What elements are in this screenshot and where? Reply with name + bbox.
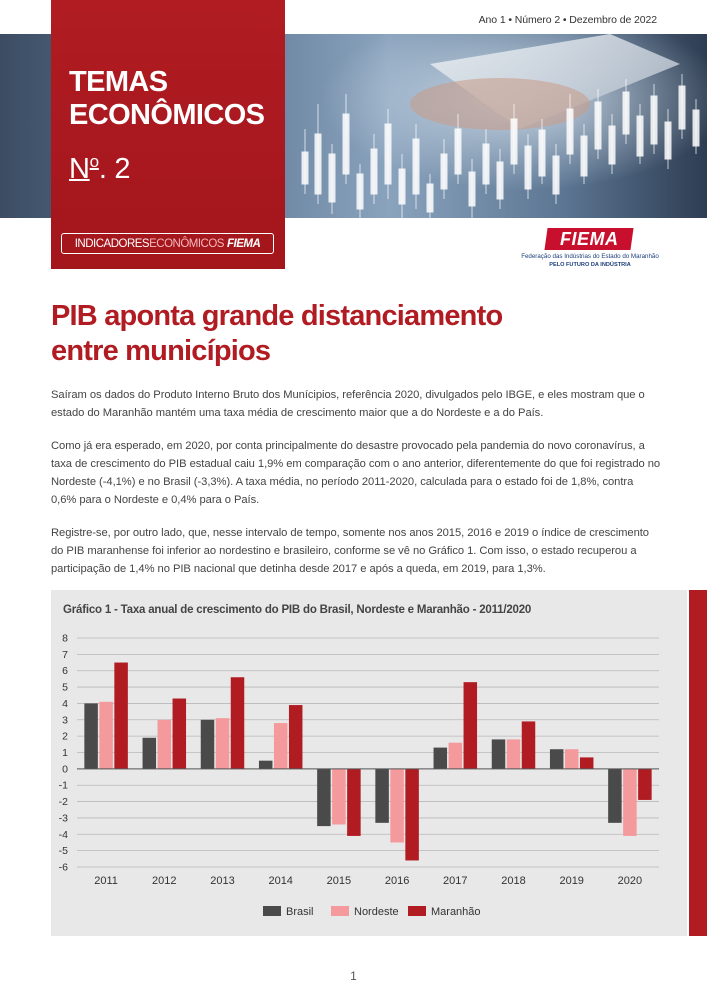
bar-nordeste-2013 xyxy=(216,718,230,769)
hero-candle-body xyxy=(497,162,503,199)
fiema-logo-slogan: PELO FUTURO DA INDÚSTRIA xyxy=(549,262,631,268)
hero-candle-body xyxy=(483,144,489,184)
y-tick-label: 4 xyxy=(62,697,68,710)
issue-number: $N^o$. 2 xyxy=(69,152,131,185)
chart-side-accent xyxy=(689,590,707,936)
hero-candle-body xyxy=(329,154,335,202)
bar-brasil-2017 xyxy=(434,748,448,769)
hero-candle-body xyxy=(623,92,629,134)
legend-swatch-brasil xyxy=(263,906,281,916)
hero-candle-body xyxy=(511,119,517,164)
x-tick-label: 2016 xyxy=(384,875,410,887)
hero-candle-body xyxy=(371,149,377,194)
fiema-logo-federation: Federação das Indústrias do Estado do Maranhão xyxy=(521,253,659,260)
bar-brasil-2015 xyxy=(317,769,331,826)
bar-nordeste-2014 xyxy=(274,723,288,769)
bar-brasil-2011 xyxy=(84,703,98,768)
y-tick-label: -3 xyxy=(58,812,68,825)
y-tick-label: 8 xyxy=(62,632,68,645)
legend-swatch-maranhão xyxy=(408,906,426,916)
bar-nordeste-2019 xyxy=(565,749,579,769)
y-tick-label: 0 xyxy=(62,763,68,776)
bar-maranhão-2012 xyxy=(173,699,187,769)
hero-candle-body xyxy=(637,116,643,156)
x-tick-label: 2011 xyxy=(94,875,118,887)
hero-candle-body xyxy=(553,156,559,194)
y-tick-label: 2 xyxy=(62,730,68,743)
bar-brasil-2014 xyxy=(259,761,273,769)
x-tick-label: 2017 xyxy=(443,875,468,887)
bar-maranhão-2011 xyxy=(114,663,128,769)
hero-candle-body xyxy=(302,152,308,184)
bar-brasil-2013 xyxy=(201,720,215,769)
legend-label-nordeste: Nordeste xyxy=(354,906,399,918)
x-tick-label: 2020 xyxy=(617,875,643,887)
hero-candle-body xyxy=(567,109,573,154)
fiema-logo-mark: FIEMA xyxy=(544,228,633,250)
bar-brasil-2012 xyxy=(143,738,157,769)
y-tick-label: -2 xyxy=(58,796,68,809)
hero-candle-body xyxy=(665,122,671,159)
hero-candle-body xyxy=(315,134,321,194)
x-tick-label: 2019 xyxy=(559,875,584,887)
hero-candle-body xyxy=(441,154,447,189)
y-tick-label: 6 xyxy=(62,665,68,678)
hero-candle-body xyxy=(651,96,657,144)
article-paragraph: Como já era esperado, em 2020, por conta principalmente do desastre provocado pela pandemia do novo coronavírus, a taxa de crescimento do PIB estadual caiu 1,9% em comparação com o ano anterior, diferentemente do que foi registrado no Nordeste (-4,1%) e no Brasil (-3,3%). A taxa média, no período 2011-2020, calculada para o estado foi de 1,8%, contra 0,6% para o Nordeste e 0,4% para o País. xyxy=(51,440,661,506)
chart-panel xyxy=(51,590,687,936)
bar-nordeste-2018 xyxy=(507,739,521,768)
bar-nordeste-2017 xyxy=(449,743,463,769)
article-paragraph: Registre-se, por outro lado, que, nesse intervalo de tempo, somente nos anos 2015, 2016 e 2019 o índice de crescimento do PIB maranhense foi inferior ao nordestino e brasileiro, conforme se vê no Gráfico 1. Com isso, o estado recuperou a participação de 1,4% no PIB nacional que detinha desde 2017 e após a queda, em 2019, para 1,3%. xyxy=(51,527,649,575)
y-tick-label: -1 xyxy=(58,779,68,792)
gdp-growth-bar-chart xyxy=(51,590,687,936)
y-tick-label: 7 xyxy=(62,648,68,661)
x-tick-label: 2015 xyxy=(326,875,352,887)
bar-maranhão-2020 xyxy=(638,769,652,800)
indicadores-banner: INDICADORES ECONÔMICOS FIEMA xyxy=(61,233,274,254)
hero-candle-body xyxy=(427,184,433,212)
hero-candle-body xyxy=(343,114,349,174)
legend-swatch-nordeste xyxy=(331,906,349,916)
y-tick-label: -5 xyxy=(58,845,68,858)
hero-candle-body xyxy=(357,174,363,209)
publication-title: TEMAS ECONÔMICOS xyxy=(69,66,265,131)
page-number: 1 xyxy=(350,969,357,983)
hero-candle-body xyxy=(679,86,685,129)
x-tick-label: 2012 xyxy=(152,875,177,887)
bar-brasil-2018 xyxy=(492,739,506,768)
y-tick-label: -6 xyxy=(58,861,68,874)
hero-candle-body xyxy=(609,126,615,164)
bar-brasil-2019 xyxy=(550,749,564,769)
bar-brasil-2020 xyxy=(608,769,622,823)
bar-maranhão-2016 xyxy=(405,769,419,861)
article-paragraph: Saíram os dados do Produto Interno Bruto dos Munícipios, referência 2020, divulgados pelo IBGE, e eles mostram que o estado do Maranhão mantém uma taxa média de crescimento maior que a do Nordeste e a do País. xyxy=(51,389,645,419)
y-tick-label: 3 xyxy=(62,714,68,727)
bar-maranhão-2013 xyxy=(231,677,245,769)
bar-nordeste-2016 xyxy=(390,769,404,843)
bar-nordeste-2012 xyxy=(158,720,172,769)
x-tick-label: 2013 xyxy=(210,875,235,887)
bar-nordeste-2020 xyxy=(623,769,637,836)
hero-candle-body xyxy=(525,146,531,189)
hero-candle-body xyxy=(539,130,545,176)
cover-title-block xyxy=(51,0,285,269)
hero-candle-body xyxy=(385,124,391,184)
bar-nordeste-2011 xyxy=(99,702,113,769)
hero-candle-body xyxy=(469,172,475,206)
bar-maranhão-2014 xyxy=(289,705,303,769)
legend-label-brasil: Brasil xyxy=(286,906,314,918)
y-tick-label: 1 xyxy=(62,747,68,759)
bar-maranhão-2018 xyxy=(522,721,536,768)
hero-candle-body xyxy=(581,136,587,176)
y-tick-label: -4 xyxy=(58,828,68,841)
bar-maranhão-2019 xyxy=(580,757,594,768)
issue-line: Ano 1 • Número 2 • Dezembro de 2022 xyxy=(478,14,657,26)
hero-candle-body xyxy=(413,139,419,194)
x-tick-label: 2014 xyxy=(268,875,293,887)
hero-candle-body xyxy=(399,169,405,204)
legend-label-maranhão: Maranhão xyxy=(431,906,481,918)
article-body xyxy=(51,386,661,593)
y-tick-label: 5 xyxy=(62,681,68,694)
bar-maranhão-2017 xyxy=(464,682,478,769)
bar-brasil-2016 xyxy=(375,769,389,823)
article-headline: PIB aponta grande distanciamento entre municípios xyxy=(51,300,503,367)
chart-title: Gráfico 1 - Taxa anual de crescimento do PIB do Brasil, Nordeste e Maranhão - 2011/2020 xyxy=(63,604,532,616)
fiema-logo xyxy=(520,228,660,272)
hero-candle-body xyxy=(595,102,601,149)
bar-maranhão-2015 xyxy=(347,769,361,836)
x-tick-label: 2018 xyxy=(501,875,526,887)
bar-nordeste-2015 xyxy=(332,769,346,825)
hero-candle-body xyxy=(455,129,461,174)
hero-candle-body xyxy=(693,110,699,146)
